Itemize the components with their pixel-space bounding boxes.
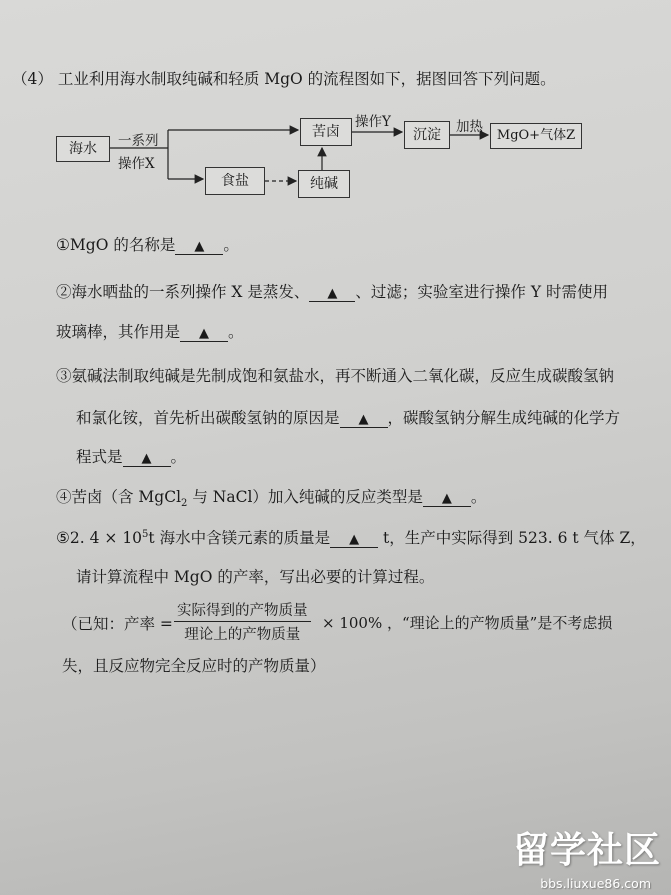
fraction-denominator: 理论上的产物质量 [184,627,301,643]
op-y-label: 操作Y [355,114,391,130]
q2-text-2: 、过滤；实验室进行操作 Y 时需使用 [355,283,608,301]
watermark-url: bbs.liuxue86.com [540,876,651,891]
q3-end: 。 [170,448,187,466]
triangle-mark: ▲ [327,286,338,301]
q5-text-2: t 海水中含镁元素的质量是 [148,529,331,547]
q2-text-1: ②海水晒盐的一系列操作 X 是蒸发、 [56,283,310,301]
precipitate-box: 沉淀 [404,121,450,149]
question-number: （4） [12,70,53,88]
watermark-logo: 留学社区 [512,830,661,871]
q3-blank-1 [340,410,388,428]
q3-text-2: ，碳酸氢钠分解生成纯碱的化学方 [387,409,621,427]
note-suffix: × 100% ，“理论上的产物质量”是不考虑损 [322,614,613,632]
seawater-box: 海水 [56,136,110,162]
q4-text-2: 与 NaCl）加入纯碱的反应类型是 [187,488,423,506]
question-1 [56,233,239,255]
fraction-numerator: 实际得到的产物质量 [174,599,311,622]
bittern-box: 苦卤 [300,118,352,146]
triangle-mark: ▲ [349,532,360,547]
question-5-line-2: 请计算流程中 MgO 的产率，写出必要的计算过程。 [76,568,435,586]
yield-fraction [174,599,311,644]
question-4 [56,485,486,509]
q4-subscript: 2 [181,498,188,510]
q1-end: 。 [223,236,239,254]
triangle-mark: ▲ [199,326,210,341]
salt-box: 食盐 [205,167,265,195]
q4-end: 。 [470,488,487,506]
q3-text-3: 程式是 [76,448,123,466]
q3-text-1: 和氯化铵，首先析出碳酸氢钠的原因是 [76,409,340,427]
op-x-label-bottom: 操作X [118,156,155,172]
note-line-2: 失，且反应物完全反应时的产物质量） [62,657,326,675]
question-intro: 工业利用海水制取纯碱和轻质 MgO 的流程图如下，据图回答下列问题。 [57,70,556,88]
question-2-line-2 [56,320,244,342]
q2-text-3: 玻璃棒，其作用是 [56,323,181,341]
question-3-line-2 [76,406,620,428]
q2-end: 。 [228,323,244,341]
question-2-line-1 [56,280,608,302]
q2-blank-2 [180,324,228,342]
question-5-line-1 [56,526,646,548]
triangle-mark: ▲ [194,239,205,254]
soda-box: 纯碱 [298,170,350,198]
q4-blank [423,489,471,507]
q3-blank-2 [123,449,171,467]
q1-blank [175,237,223,255]
q1-text: ①MgO 的名称是 [56,236,176,254]
product-box: MgO+气体Z [490,123,582,149]
triangle-mark: ▲ [441,491,452,506]
op-x-label-top: 一系列 [118,133,159,149]
question-3-line-1: ③氨碱法制取纯碱是先制成饱和氨盐水，再不断通入二氧化碳，反应生成碳酸氢钠 [56,367,615,385]
q2-blank-1 [309,284,355,302]
note-prefix: （已知：产率 = [62,615,173,633]
q5-text-3: t，生产中实际得到 523. 6 t 气体 Z， [378,529,646,547]
triangle-mark: ▲ [358,412,369,427]
question-3-line-3 [76,445,186,467]
triangle-mark: ▲ [141,451,152,466]
heat-label: 加热 [456,119,483,135]
q5-text-1: ⑤2. 4 × 10 [56,529,143,547]
q4-text-1: ④苦卤（含 MgCl [56,488,182,506]
q5-blank [330,530,378,548]
q5-superscript: 5 [142,528,149,540]
